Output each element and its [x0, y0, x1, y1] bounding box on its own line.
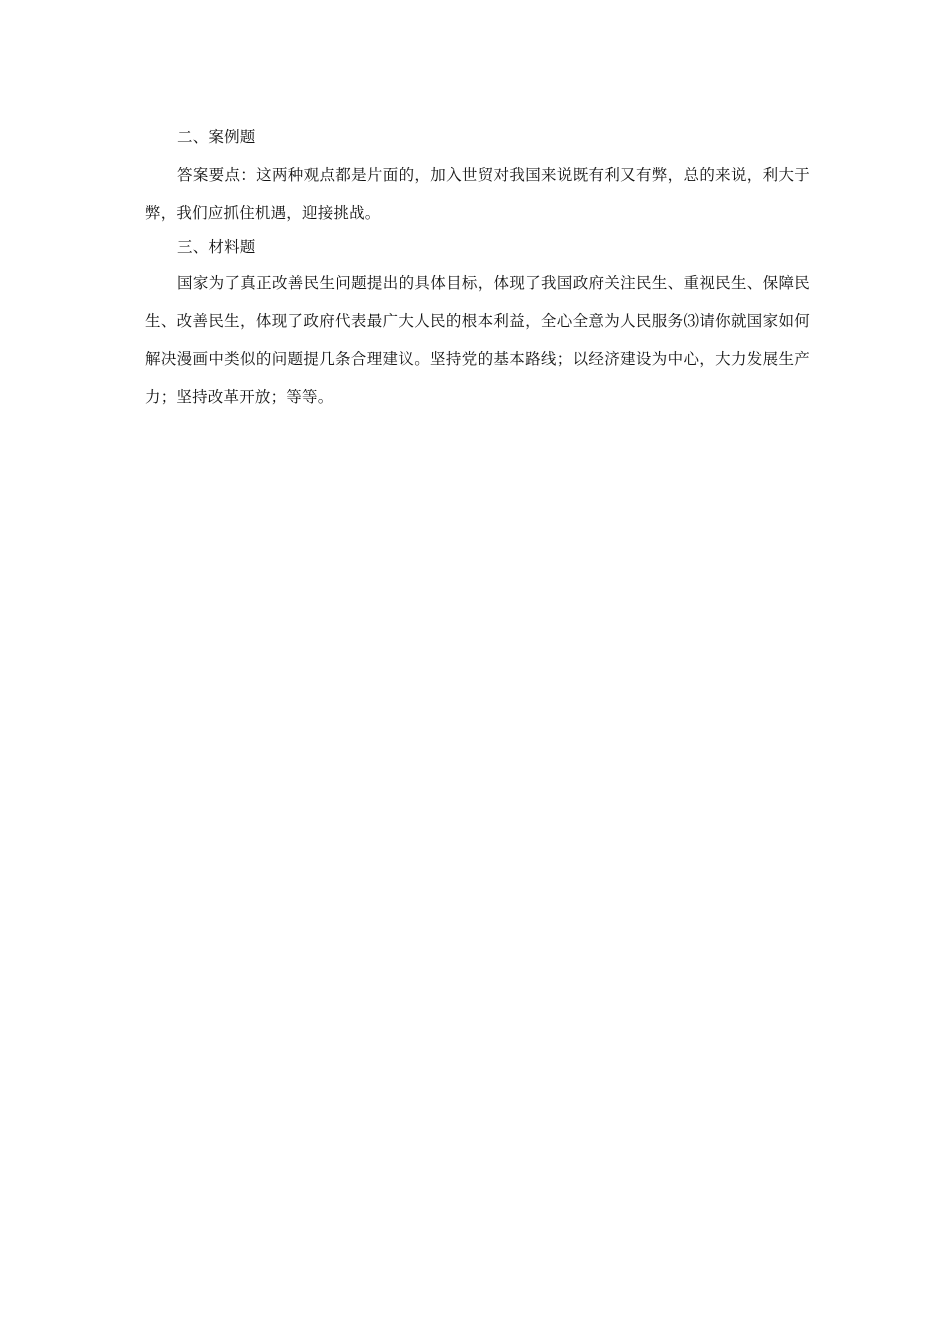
answer-paragraph-material: 国家为了真正改善民生问题提出的具体目标，体现了我国政府关注民生、重视民生、保障民生、改善民生，体现了政府代表最广大人民的根本利益，全心全意为人民服务⑶请你就国家如何解决漫画中类似的问题提几条合理建议。坚持党的基本路线；以经济建设为中心，大力发展生产力；坚持改革开放；等等。	[145, 274, 810, 406]
document-body	[145, 124, 810, 416]
section-heading-case-study: 二、案例题	[177, 128, 256, 146]
section-heading-material: 三、材料题	[177, 238, 256, 256]
answer-paragraph-case-study: 答案要点：这两种观点都是片面的，加入世贸对我国来说既有利又有弊，总的来说，利大于弊，我们应抓住机遇，迎接挑战。	[145, 166, 810, 222]
